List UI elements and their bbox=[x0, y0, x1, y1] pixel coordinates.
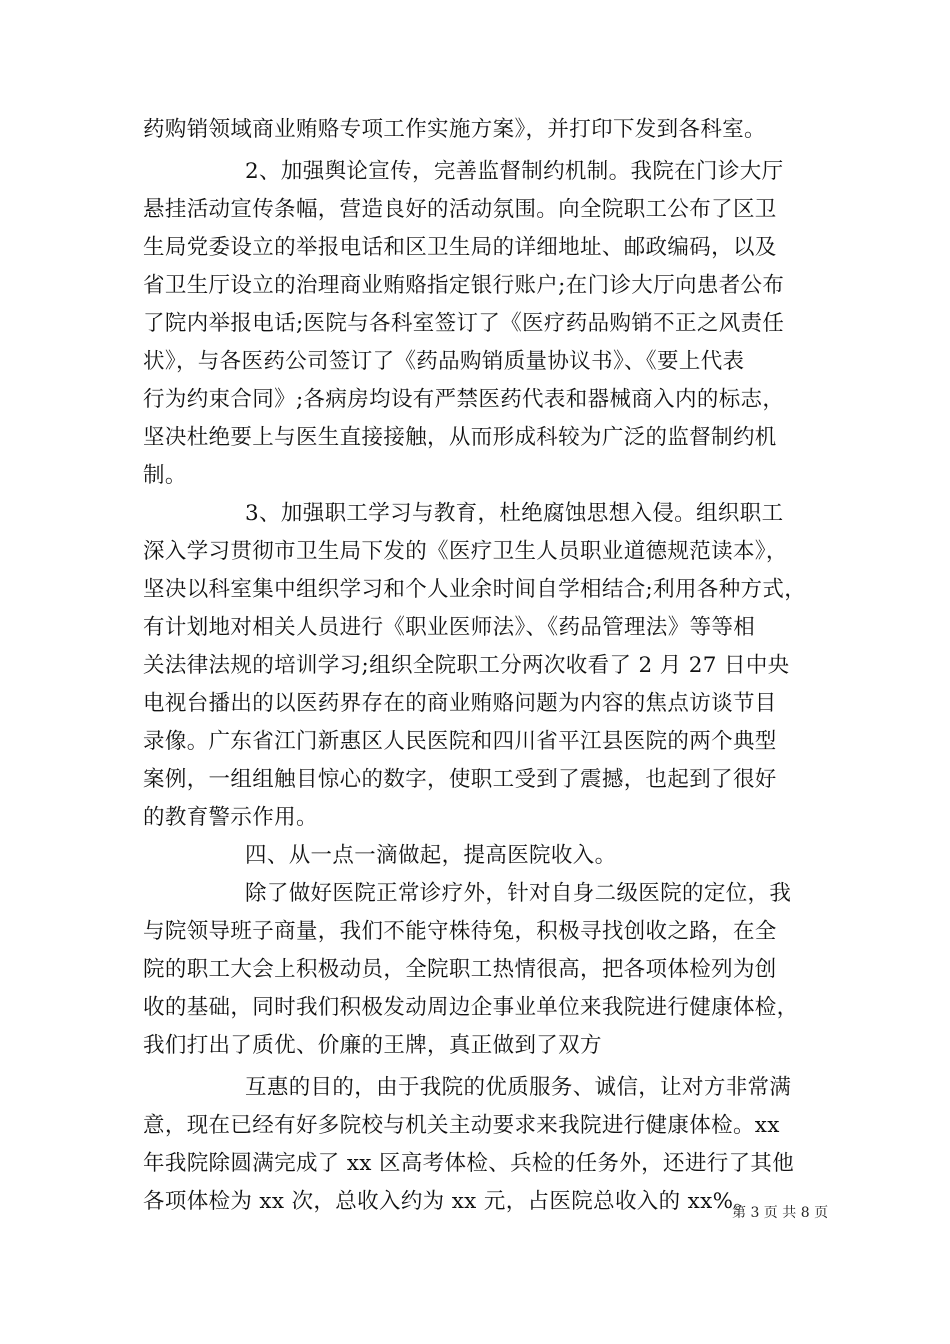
text-line: 了院内举报电话;医院与各科室签订了《医疗药品购销不正之风责任 bbox=[143, 311, 785, 336]
text-line: 深入学习贯彻市卫生局下发的《医疗卫生人员职业道德规范读本》， bbox=[143, 539, 788, 564]
text-line: 我们打出了质优、价廉的王牌，真正做到了双方 bbox=[143, 1033, 602, 1058]
text-line: 电视台播出的以医药界存在的商业贿赂问题为内容的焦点访谈节目 bbox=[143, 691, 777, 716]
text-line: 生局党委设立的举报电话和区卫生局的详细地址、邮政编码，以及 bbox=[143, 235, 777, 260]
text-line: 3、加强职工学习与教育，杜绝腐蚀思想入侵。组织职工 bbox=[245, 501, 784, 526]
text-line: 与院领导班子商量，我们不能守株待兔，积极寻找创收之路，在全 bbox=[143, 919, 777, 944]
text-line: 的教育警示作用。 bbox=[143, 805, 318, 830]
text-line: 坚决以科室集中组织学习和个人业余时间自学相结合;利用各种方式， bbox=[143, 577, 807, 602]
text-line: 省卫生厅设立的治理商业贿赂指定银行账户;在门诊大厅向患者公布 bbox=[143, 273, 785, 298]
text-line: 各项体检为 xx 次，总收入约为 xx 元，占医院总收入的 xx%。 bbox=[143, 1189, 756, 1214]
text-line: 案例，一组组触目惊心的数字，使职工受到了震撼，也起到了很好 bbox=[143, 767, 777, 792]
text-line: 坚决杜绝要上与医生直接接触，从而形成科较为广泛的监督制约机 bbox=[143, 425, 777, 450]
text-line: 年我院除圆满完成了 xx 区高考体检、兵检的任务外，还进行了其他 bbox=[143, 1151, 795, 1176]
text-line: 收的基础，同时我们积极发动周边企事业单位来我院进行健康体检， bbox=[143, 995, 799, 1020]
text-line: 关法律法规的培训学习;组织全院职工分两次收看了 2 月 27 日中央 bbox=[143, 653, 790, 678]
text-line: 互惠的目的，由于我院的优质服务、诚信，让对方非常满 bbox=[245, 1075, 792, 1100]
text-line: 录像。广东省江门新惠区人民医院和四川省平江县医院的两个典型 bbox=[143, 729, 777, 754]
text-line: 2、加强舆论宣传，完善监督制约机制。我院在门诊大厅 bbox=[245, 159, 784, 184]
text-line: 意，现在已经有好多院校与机关主动要求来我院进行健康体检。xx bbox=[143, 1113, 780, 1138]
text-line: 有计划地对相关人员进行《职业医师法》、《药品管理法》等等相 bbox=[143, 615, 756, 640]
text-line: 状》，与各医药公司签订了《药品购销质量协议书》、《要上代表 bbox=[143, 349, 745, 374]
text-line: 除了做好医院正常诊疗外，针对自身二级医院的定位，我 bbox=[245, 881, 792, 906]
text-line: 院的职工大会上积极动员，全院职工热情很高，把各项体检列为创 bbox=[143, 957, 777, 982]
text-line: 制。 bbox=[143, 463, 187, 488]
text-line: 悬挂活动宣传条幅，营造良好的活动氛围。向全院职工公布了区卫 bbox=[143, 197, 777, 222]
text-line: 药购销领域商业贿赂专项工作实施方案》，并打印下发到各科室。 bbox=[143, 117, 766, 142]
text-line: 行为约束合同》;各病房均设有严禁医药代表和器械商入内的标志， bbox=[143, 387, 785, 412]
section-heading: 四、从一点一滴做起，提高医院收入。 bbox=[245, 843, 617, 868]
page-number: 第 3 页 共 8 页 bbox=[732, 1205, 829, 1221]
